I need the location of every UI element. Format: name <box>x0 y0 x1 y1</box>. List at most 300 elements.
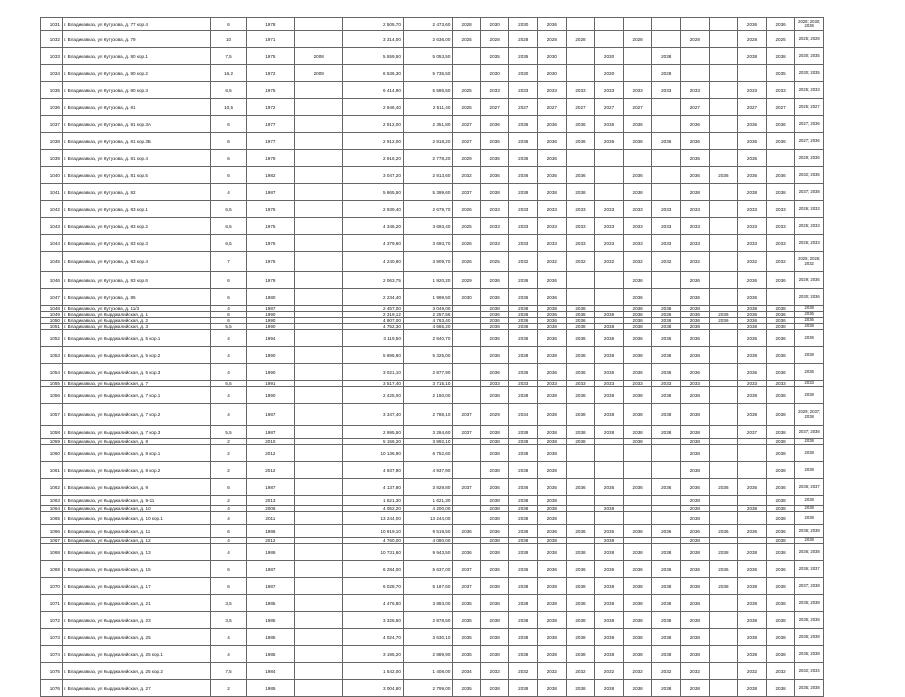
work-year-cell: 2037 <box>453 404 480 426</box>
row-number-cell: 1075 <box>41 663 63 680</box>
planned-years-cell: 2038 <box>795 496 824 506</box>
work-year-cell: 2033 <box>538 82 567 99</box>
planned-years-cell: 2037; 2038 <box>795 426 824 439</box>
work-year-cell: 2038 <box>480 387 509 404</box>
work-year-cell: 2038 <box>566 439 595 445</box>
work-year-cell: 2033 <box>766 381 795 387</box>
work-year-cell <box>738 462 767 479</box>
work-year-cell: 2033 <box>566 218 595 235</box>
living-area-cell: 2 818,20 <box>403 133 452 150</box>
work-year-cell: 2038 <box>766 629 795 646</box>
planned-years-cell: 2037; 2038 <box>795 184 824 201</box>
work-year-cell: 2035 <box>453 680 480 697</box>
work-year-cell: 2036 <box>595 364 624 381</box>
work-year-cell: 2038 <box>509 387 538 404</box>
total-area-cell: 10 731,60 <box>343 544 403 561</box>
work-year-cell: 2038 <box>480 347 509 364</box>
work-year-cell: 2038 <box>538 324 567 330</box>
planned-years-cell: 2026; 2033 <box>795 235 824 252</box>
year-built-cell: 1985 <box>246 612 294 629</box>
work-year-cell <box>623 48 652 65</box>
table-row <box>41 629 845 646</box>
total-area-cell: 2 939,40 <box>343 201 403 218</box>
table-row <box>41 330 845 347</box>
row-number-cell: 1066 <box>41 525 63 538</box>
work-year-cell: 2038 <box>766 404 795 426</box>
total-area-cell: 3 004,80 <box>343 680 403 697</box>
work-year-cell: 2027 <box>623 99 652 116</box>
total-area-cell: 4 476,80 <box>343 595 403 612</box>
work-year-cell: 2032 <box>652 663 681 680</box>
floors-cell: 4 <box>211 330 246 347</box>
work-year-cell: 2038 <box>509 512 538 525</box>
work-year-cell: 2036 <box>623 318 652 324</box>
reconstruction-year-cell <box>295 364 343 381</box>
row-number-cell: 1058 <box>41 426 63 439</box>
work-year-cell: 2035 <box>453 595 480 612</box>
year-built-cell: 1975 <box>246 48 294 65</box>
reconstruction-year-cell <box>295 561 343 578</box>
work-year-cell: 2038 <box>623 347 652 364</box>
work-year-cell: 2033 <box>480 218 509 235</box>
work-year-cell <box>453 364 480 381</box>
work-year-cell <box>709 612 738 629</box>
work-year-cell: 2036 <box>538 18 567 31</box>
total-area-cell: 3 021,10 <box>343 364 403 381</box>
work-year-cell <box>595 150 624 167</box>
work-year-cell: 2038 <box>509 544 538 561</box>
work-year-cell: 2038 <box>538 347 567 364</box>
work-year-cell: 2033 <box>480 381 509 387</box>
work-year-cell <box>709 201 738 218</box>
planned-years-cell: 2025; 2028 <box>795 31 824 48</box>
total-area-cell: 2 912,00 <box>343 133 403 150</box>
work-year-cell: 2036 <box>738 133 767 150</box>
row-number-cell: 1073 <box>41 629 63 646</box>
year-built-cell: 1994 <box>246 330 294 347</box>
work-year-cell <box>709 133 738 150</box>
table-row <box>41 133 845 150</box>
work-year-cell: 2038 <box>623 578 652 595</box>
total-area-cell: 4 240,90 <box>343 252 403 272</box>
reconstruction-year-cell <box>295 218 343 235</box>
work-year-cell: 2036 <box>480 312 509 318</box>
address-cell: г. Владикавказ, ул Кырджалийская, д. 2 <box>62 318 210 324</box>
work-year-cell: 2038 <box>538 512 567 525</box>
planned-years-cell: 2038 <box>795 324 824 330</box>
reconstruction-year-cell <box>295 663 343 680</box>
living-area-cell: 1 621,30 <box>403 496 452 506</box>
work-year-cell: 2033 <box>509 235 538 252</box>
work-year-cell: 2036 <box>652 525 681 538</box>
living-area-cell: 2 878,50 <box>403 612 452 629</box>
work-year-cell: 2036 <box>738 167 767 184</box>
table-row <box>41 150 845 167</box>
work-year-cell: 2036 <box>538 312 567 318</box>
work-year-cell <box>709 347 738 364</box>
work-year-cell: 2036 <box>623 561 652 578</box>
work-year-cell <box>623 150 652 167</box>
address-cell: г. Владикавказ, ул Кырджалийская, д. 7 кор.1 <box>62 387 210 404</box>
reconstruction-year-cell <box>295 184 343 201</box>
work-year-cell: 2036 <box>538 318 567 324</box>
work-year-cell <box>709 99 738 116</box>
work-year-cell: 2038 <box>480 646 509 663</box>
floors-cell: 2 <box>211 439 246 445</box>
work-year-cell: 2038 <box>595 404 624 426</box>
row-number-cell: 1061 <box>41 462 63 479</box>
work-year-cell: 2038 <box>681 462 710 479</box>
work-year-cell: 2038 <box>566 426 595 439</box>
table-body <box>41 18 845 697</box>
work-year-cell: 2036 <box>652 479 681 496</box>
work-year-cell: 2038 <box>538 646 567 663</box>
work-year-cell: 2038 <box>509 324 538 330</box>
work-year-cell: 2038 <box>595 612 624 629</box>
work-year-cell: 2038 <box>681 512 710 525</box>
work-year-cell: 2035 <box>480 48 509 65</box>
living-area-cell: 5 053,50 <box>403 48 452 65</box>
work-year-cell: 2038 <box>480 445 509 462</box>
work-year-cell <box>709 387 738 404</box>
work-year-cell: 2036 <box>566 116 595 133</box>
living-area-cell: 2 636,00 <box>403 31 452 48</box>
work-year-cell <box>595 445 624 462</box>
work-year-cell: 2038 <box>509 680 538 697</box>
planned-years-cell: 2028; 2030; 2036 <box>795 18 824 31</box>
work-year-cell: 2038 <box>681 439 710 445</box>
work-year-cell: 2036 <box>709 167 738 184</box>
living-area-cell: 2 840,70 <box>403 330 452 347</box>
work-year-cell: 2036 <box>538 150 567 167</box>
address-cell: г. Владикавказ, ул Кырджалийская, д. 3 <box>62 324 210 330</box>
floors-cell: 6 <box>211 479 246 496</box>
work-year-cell: 2028 <box>566 31 595 48</box>
year-built-cell: 2006 <box>246 506 294 512</box>
work-year-cell: 2038 <box>766 324 795 330</box>
work-year-cell: 2037 <box>453 561 480 578</box>
total-area-cell: 3 047,20 <box>343 167 403 184</box>
row-number-cell: 1063 <box>41 496 63 506</box>
work-year-cell: 2038 <box>480 324 509 330</box>
year-built-cell: 1975 <box>246 218 294 235</box>
total-area-cell: 2 457,00 <box>343 306 403 312</box>
reconstruction-year-cell <box>295 544 343 561</box>
work-year-cell: 2038 <box>595 595 624 612</box>
living-area-cell: 5 187,60 <box>403 578 452 595</box>
work-year-cell: 2030 <box>480 18 509 31</box>
work-year-cell: 2037 <box>453 426 480 439</box>
work-year-cell: 2038 <box>738 612 767 629</box>
work-year-cell <box>709 252 738 272</box>
year-built-cell: 1972 <box>246 65 294 82</box>
address-cell: г. Владикавказ, ул Кутузова, д. 83 кор.6 <box>62 272 210 289</box>
table-row <box>41 561 845 578</box>
work-year-cell: 2032 <box>623 252 652 272</box>
address-cell: г. Владикавказ, ул Кутузова, д. 77 кор.4 <box>62 18 210 31</box>
planned-years-cell: 2035; 2038 <box>795 612 824 629</box>
work-year-cell: 2036 <box>480 318 509 324</box>
floors-cell: 6,5 <box>211 381 246 387</box>
work-year-cell <box>709 272 738 289</box>
year-built-cell: 2012 <box>246 538 294 544</box>
planned-years-cell: 2030; 2035 <box>795 65 824 82</box>
work-year-cell: 2038 <box>509 462 538 479</box>
reconstruction-year-cell <box>295 595 343 612</box>
row-number-cell: 1054 <box>41 364 63 381</box>
work-year-cell: 2036 <box>538 272 567 289</box>
planned-years-cell: 2036 <box>795 330 824 347</box>
total-area-cell: 4 379,60 <box>343 235 403 252</box>
work-year-cell <box>652 116 681 133</box>
work-year-cell: 2038 <box>766 506 795 512</box>
row-number-cell: 1049 <box>41 312 63 318</box>
work-year-cell: 2025 <box>766 31 795 48</box>
living-area-cell: 9 519,50 <box>403 525 452 538</box>
address-cell: г. Владикавказ, ул Кутузова, д. 83 кор.2 <box>62 218 210 235</box>
living-area-cell: 3 883,00 <box>403 595 452 612</box>
work-year-cell: 2033 <box>595 235 624 252</box>
planned-years-cell: 2038 <box>795 387 824 404</box>
work-year-cell <box>766 150 795 167</box>
work-year-cell: 2036 <box>566 133 595 150</box>
floors-cell: 4 <box>211 538 246 544</box>
planned-years-cell: 2036; 2038 <box>795 525 824 538</box>
work-year-cell: 2038 <box>681 404 710 426</box>
total-area-cell: 2 234,40 <box>343 289 403 306</box>
work-year-cell: 2038 <box>566 184 595 201</box>
work-year-cell <box>738 445 767 462</box>
work-year-cell: 2036 <box>738 318 767 324</box>
address-cell: г. Владикавказ, ул Кутузова, д. 83 кор.3 <box>62 235 210 252</box>
work-year-cell: 2025 <box>480 252 509 272</box>
work-year-cell: 2033 <box>738 381 767 387</box>
work-year-cell: 2035 <box>766 65 795 82</box>
work-year-cell: 2036 <box>738 330 767 347</box>
planned-years-cell: 2038 <box>795 439 824 445</box>
work-year-cell: 2033 <box>509 201 538 218</box>
work-year-cell: 2036 <box>652 561 681 578</box>
table-row <box>41 663 845 680</box>
work-year-cell: 2038 <box>652 680 681 697</box>
planned-years-cell: 2038 <box>795 347 824 364</box>
floors-cell: 16,2 <box>211 65 246 82</box>
work-year-cell: 2038 <box>681 445 710 462</box>
living-area-cell: 3 284,60 <box>403 426 452 439</box>
work-year-cell: 2038 <box>538 462 567 479</box>
work-year-cell: 2033 <box>509 218 538 235</box>
work-year-cell: 2038 <box>566 404 595 426</box>
work-year-cell: 2033 <box>623 82 652 99</box>
work-year-cell <box>709 218 738 235</box>
work-year-cell: 2033 <box>595 82 624 99</box>
work-year-cell: 2036 <box>595 330 624 347</box>
floors-cell: 4 <box>211 387 246 404</box>
work-year-cell: 2033 <box>480 82 509 99</box>
work-year-cell: 2038 <box>538 426 567 439</box>
work-year-cell <box>453 65 480 82</box>
living-area-cell: 4 080,00 <box>403 538 452 544</box>
living-area-cell: 4 937,90 <box>403 462 452 479</box>
work-year-cell: 2038 <box>681 544 710 561</box>
row-number-cell: 1044 <box>41 235 63 252</box>
reconstruction-year-cell <box>295 404 343 426</box>
living-area-cell: 5 325,00 <box>403 347 452 364</box>
total-area-cell: 10 919,10 <box>343 525 403 538</box>
work-year-cell: 2028 <box>738 31 767 48</box>
work-year-cell <box>709 116 738 133</box>
total-area-cell: 6 414,90 <box>343 82 403 99</box>
reconstruction-year-cell <box>295 150 343 167</box>
work-year-cell <box>709 18 738 31</box>
row-number-cell: 1053 <box>41 347 63 364</box>
table-row <box>41 116 845 133</box>
reconstruction-year-cell <box>295 330 343 347</box>
work-year-cell: 2033 <box>652 218 681 235</box>
row-number-cell: 1040 <box>41 167 63 184</box>
work-year-cell: 2038 <box>681 578 710 595</box>
work-year-cell <box>709 680 738 697</box>
work-year-cell: 2036 <box>681 289 710 306</box>
total-area-cell: 13 244,00 <box>343 512 403 525</box>
address-cell: г. Владикавказ, ул Кутузова, д. 81 <box>62 99 210 116</box>
work-year-cell: 2036 <box>566 318 595 324</box>
table-row <box>41 18 845 31</box>
work-year-cell: 2036 <box>595 561 624 578</box>
work-year-cell: 2033 <box>652 381 681 387</box>
work-year-cell: 2027 <box>595 99 624 116</box>
work-year-cell: 2030 <box>509 18 538 31</box>
work-year-cell: 2038 <box>766 496 795 506</box>
address-cell: г. Владикавказ, ул Кутузова, д. 11/3 <box>62 306 210 312</box>
work-year-cell: 2038 <box>480 629 509 646</box>
work-year-cell: 2036 <box>538 561 567 578</box>
row-number-cell: 1042 <box>41 201 63 218</box>
year-built-cell: 1990 <box>246 364 294 381</box>
work-year-cell <box>709 82 738 99</box>
total-area-cell: 4 907,00 <box>343 318 403 324</box>
row-number-cell: 1074 <box>41 646 63 663</box>
work-year-cell: 2038 <box>509 306 538 312</box>
work-year-cell: 2036 <box>709 479 738 496</box>
work-year-cell: 2033 <box>766 235 795 252</box>
reconstruction-year-cell <box>295 387 343 404</box>
work-year-cell: 2038 <box>595 426 624 439</box>
work-year-cell: 2038 <box>566 612 595 629</box>
total-area-cell: 5 559,50 <box>343 48 403 65</box>
work-year-cell <box>595 31 624 48</box>
total-area-cell: 3 195,20 <box>343 646 403 663</box>
work-year-cell: 2036 <box>709 312 738 318</box>
planned-years-cell: 2032; 2036 <box>795 167 824 184</box>
planned-years-cell: 2025; 2027 <box>795 99 824 116</box>
work-year-cell: 2036 <box>595 312 624 318</box>
table-row <box>41 272 845 289</box>
work-year-cell: 2038 <box>766 306 795 312</box>
work-year-cell: 2036 <box>509 525 538 538</box>
work-year-cell <box>623 462 652 479</box>
reconstruction-year-cell <box>295 99 343 116</box>
work-year-cell: 2036 <box>681 318 710 324</box>
floors-cell: 4 <box>211 364 246 381</box>
work-year-cell: 2036 <box>681 312 710 318</box>
work-year-cell: 2033 <box>538 235 567 252</box>
planned-years-cell: 2036; 2038 <box>795 544 824 561</box>
work-year-cell: 2036 <box>538 364 567 381</box>
work-year-cell: 2032 <box>566 663 595 680</box>
work-year-cell <box>709 364 738 381</box>
year-built-cell: 1987 <box>246 306 294 312</box>
work-year-cell <box>595 462 624 479</box>
year-built-cell: 1987 <box>246 184 294 201</box>
work-year-cell <box>652 272 681 289</box>
year-built-cell: 1991 <box>246 381 294 387</box>
work-year-cell: 2038 <box>652 578 681 595</box>
reconstruction-year-cell <box>295 82 343 99</box>
address-cell: г. Владикавказ, ул Кырджалийская, д. 15 <box>62 561 210 578</box>
work-year-cell: 2038 <box>480 506 509 512</box>
work-year-cell: 2025 <box>453 218 480 235</box>
work-year-cell: 2038 <box>538 612 567 629</box>
total-area-cell: 3 314,00 <box>343 31 403 48</box>
work-year-cell: 2038 <box>738 48 767 65</box>
work-year-cell: 2033 <box>738 235 767 252</box>
living-area-cell: 2 473,60 <box>403 18 452 31</box>
reconstruction-year-cell <box>295 629 343 646</box>
floors-cell: 4 <box>211 306 246 312</box>
work-year-cell <box>681 65 710 82</box>
work-year-cell <box>566 272 595 289</box>
work-year-cell: 2038 <box>652 595 681 612</box>
work-year-cell: 2038 <box>623 404 652 426</box>
work-year-cell <box>652 289 681 306</box>
address-cell: г. Владикавказ, ул Кырджалийская, д. 5 кор.2 <box>62 347 210 364</box>
work-year-cell: 2036 <box>766 364 795 381</box>
work-year-cell: 2038 <box>509 578 538 595</box>
living-area-cell: 5 637,00 <box>403 561 452 578</box>
year-built-cell: 1987 <box>246 578 294 595</box>
work-year-cell: 2038 <box>623 324 652 330</box>
work-year-cell: 2038 <box>509 445 538 462</box>
floors-cell: 4 <box>211 404 246 426</box>
living-area-cell: 1 999,50 <box>403 289 452 306</box>
work-year-cell: 2032 <box>738 252 767 272</box>
work-year-cell: 2038 <box>595 544 624 561</box>
work-year-cell: 2032 <box>509 252 538 272</box>
work-year-cell: 2038 <box>766 578 795 595</box>
living-area-cell: 2 813,60 <box>403 167 452 184</box>
work-year-cell: 2038 <box>566 646 595 663</box>
work-year-cell: 2038 <box>738 184 767 201</box>
work-year-cell: 2038 <box>566 544 595 561</box>
work-year-cell: 2036 <box>453 525 480 538</box>
work-year-cell: 2036 <box>480 167 509 184</box>
work-year-cell: 2033 <box>766 218 795 235</box>
living-area-cell: 1 920,20 <box>403 272 452 289</box>
work-year-cell: 2036 <box>738 116 767 133</box>
work-year-cell: 2036 <box>738 312 767 318</box>
work-year-cell: 2036 <box>738 18 767 31</box>
work-year-cell: 2036 <box>509 364 538 381</box>
work-year-cell: 2038 <box>566 306 595 312</box>
work-year-cell: 2038 <box>509 538 538 544</box>
work-year-cell: 2036 <box>738 364 767 381</box>
work-year-cell <box>709 48 738 65</box>
address-cell: г. Владикавказ, ул Кырджалийская, д. 7 кор.3 <box>62 426 210 439</box>
work-year-cell: 2036 <box>623 167 652 184</box>
work-year-cell <box>738 496 767 506</box>
work-year-cell: 2038 <box>480 439 509 445</box>
